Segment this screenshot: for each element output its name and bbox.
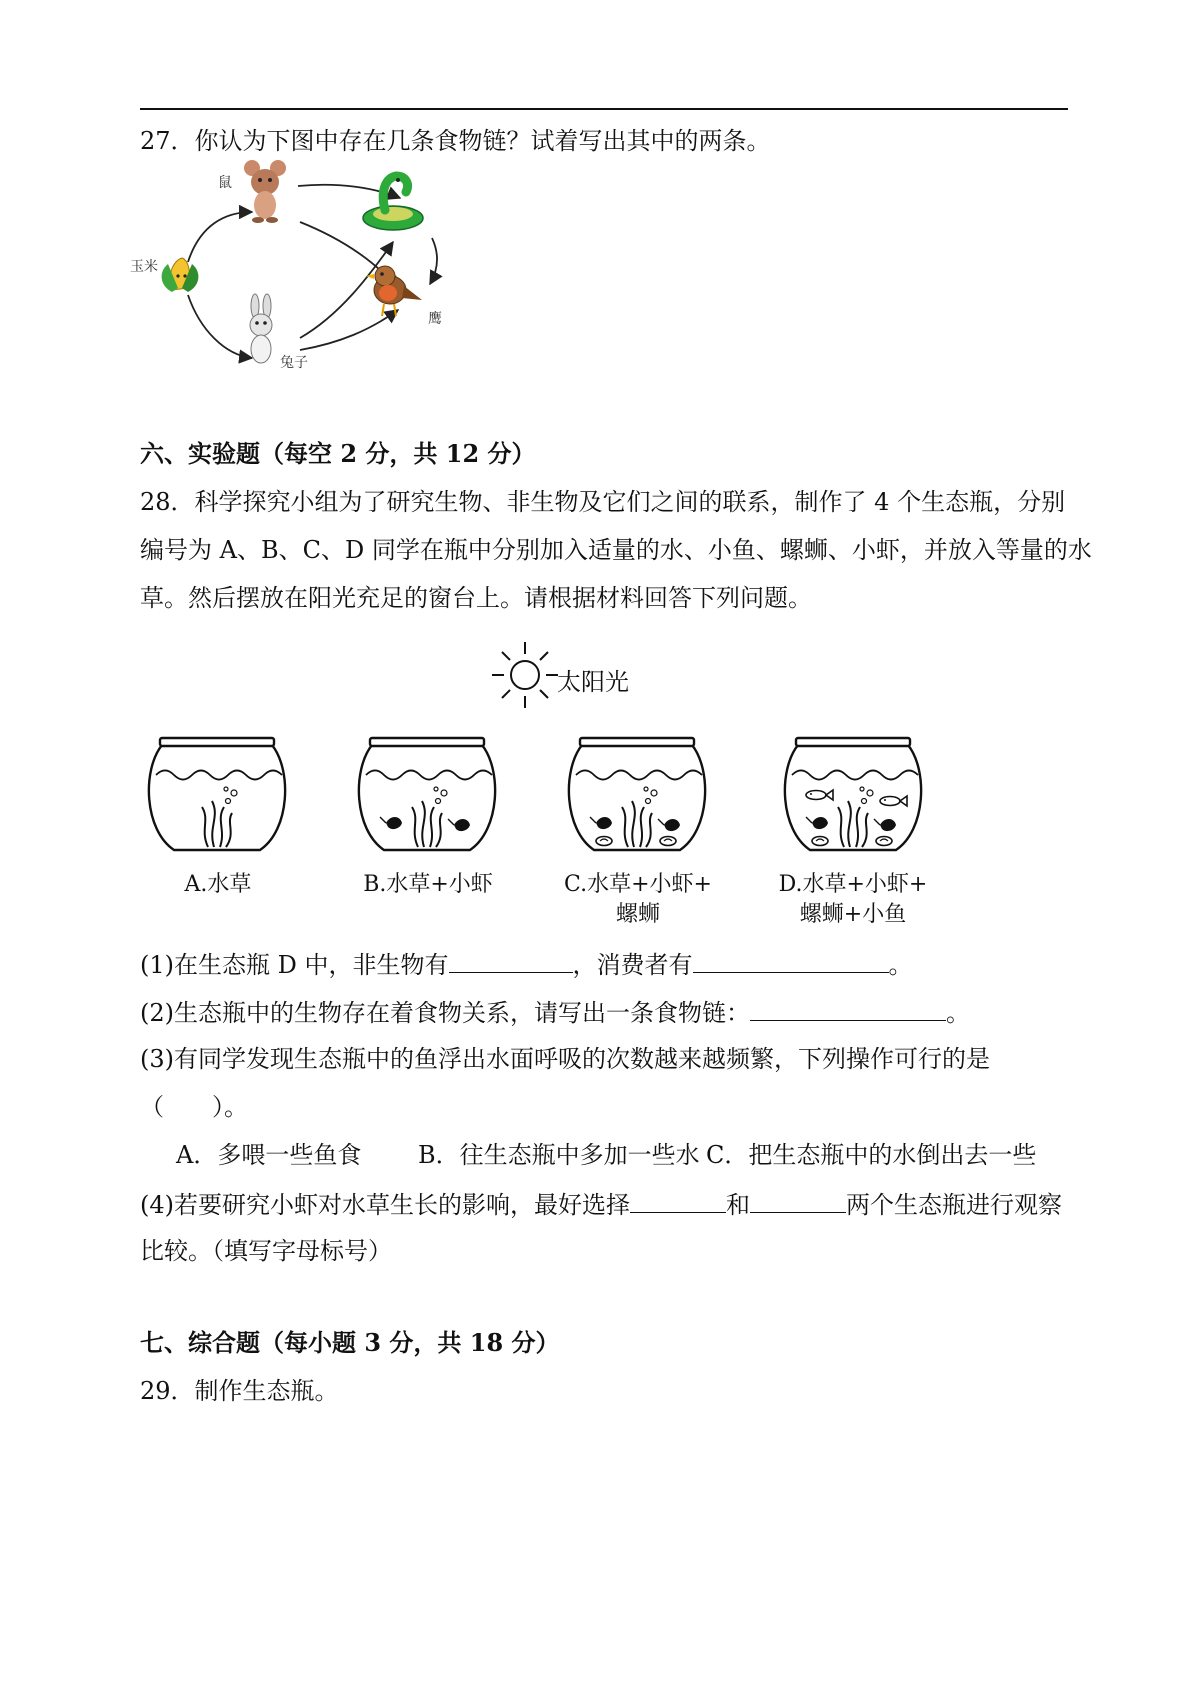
caption-bottle-c-line-1: C.水草+小虾+ [564,872,712,897]
label-eagle: 鹰 [428,311,442,327]
question-27: 27．你认为下图中存在几条食物链？试着写出其中的两条。 [140,127,771,155]
sun-icon [490,640,560,710]
caption-bottle-b-line-1: B.水草+小虾 [363,872,493,897]
caption-bottle-a-line-1: A.水草 [184,872,252,897]
sub1-text-b: ，消费者有 [572,951,693,979]
sub4-text-b: 和 [726,1191,750,1219]
caption-bottle-b [328,870,528,900]
q28-line-2: 编号为 A、B、C、D 同学在瓶中分别加入适量的水、小鱼、螺蛳、小虾，并放入等量的水 [140,536,1092,564]
sub-question-4-line-2: 比较。（填写字母标号） [140,1237,392,1265]
eco-bottles-figure [140,735,940,860]
rabbit-icon [250,294,272,363]
section-7-heading: 七、综合题（每小题 3 分，共 18 分） [140,1328,560,1357]
sub-question-3: (3)有同学发现生态瓶中的鱼浮出水面呼吸的次数越来越频繁，下列操作可行的是 [140,1045,990,1073]
arrow-rabbit-to-eagle [300,310,398,350]
sub-question-1 [140,946,913,982]
sun-label: 太阳光 [557,668,629,696]
sub1-text-c: 。 [888,951,913,979]
eagle-icon [366,266,422,316]
bottle-c [569,738,705,850]
top-rule [140,108,1068,110]
caption-bottle-a [118,870,318,900]
sub2-text-b: 。 [946,999,970,1027]
blank-bottle-2[interactable] [750,1186,846,1213]
corn-icon [162,258,199,292]
arrow-corn-to-rabbit [188,295,252,358]
bottle-d [785,738,921,850]
sub4-text-a: (4)若要研究小虾对水草生长的影响，最好选择 [140,1191,630,1219]
sub-question-4 [140,1186,1062,1222]
label-mouse: 鼠 [218,175,232,191]
blank-food-chain[interactable] [750,994,946,1021]
q28-line-3: 草。然后摆放在阳光充足的窗台上。请根据材料回答下列问题。 [140,584,812,612]
option-b[interactable]: B．往生态瓶中多加一些水 [418,1141,700,1169]
snake-icon [363,176,423,230]
blank-abiotic[interactable] [449,946,573,973]
sub1-text-a: (1)在生态瓶 D 中，非生物有 [140,951,449,979]
bottle-a [149,738,285,850]
label-rabbit: 兔子 [280,355,308,371]
blank-bottle-1[interactable] [630,1186,726,1213]
caption-bottle-d [748,870,958,930]
food-web-diagram [130,160,490,390]
sub2-text-a: (2)生态瓶中的生物存在着食物关系，请写出一条食物链： [140,999,750,1027]
sub-question-2 [140,994,970,1030]
bottle-b [359,738,495,850]
option-a[interactable]: A．多喂一些鱼食 [176,1141,362,1169]
answer-paren[interactable]: （ ）。 [140,1093,248,1121]
section-6-heading: 六、实验题（每空 2 分，共 12 分） [140,439,536,468]
blank-consumers[interactable] [693,946,889,973]
q28-line-1: 28．科学探究小组为了研究生物、非生物及它们之间的联系，制作了 4 个生态瓶，分别 [140,488,1066,516]
caption-bottle-d-line-1: D.水草+小虾+ [778,872,928,897]
label-corn: 玉米 [130,259,158,275]
option-c[interactable]: C．把生态瓶中的水倒出去一些 [706,1141,1037,1169]
sub4-text-c: 两个生态瓶进行观察 [846,1191,1062,1219]
caption-bottle-d-line-2: 螺蛳+小鱼 [799,902,907,927]
caption-bottle-c-line-2: 螺蛳 [615,902,660,927]
arrow-snake-to-eagle [430,238,437,284]
arrow-corn-to-mouse [188,212,252,262]
question-29: 29．制作生态瓶。 [140,1377,339,1405]
caption-bottle-c [538,870,738,930]
mouse-icon [244,160,286,223]
